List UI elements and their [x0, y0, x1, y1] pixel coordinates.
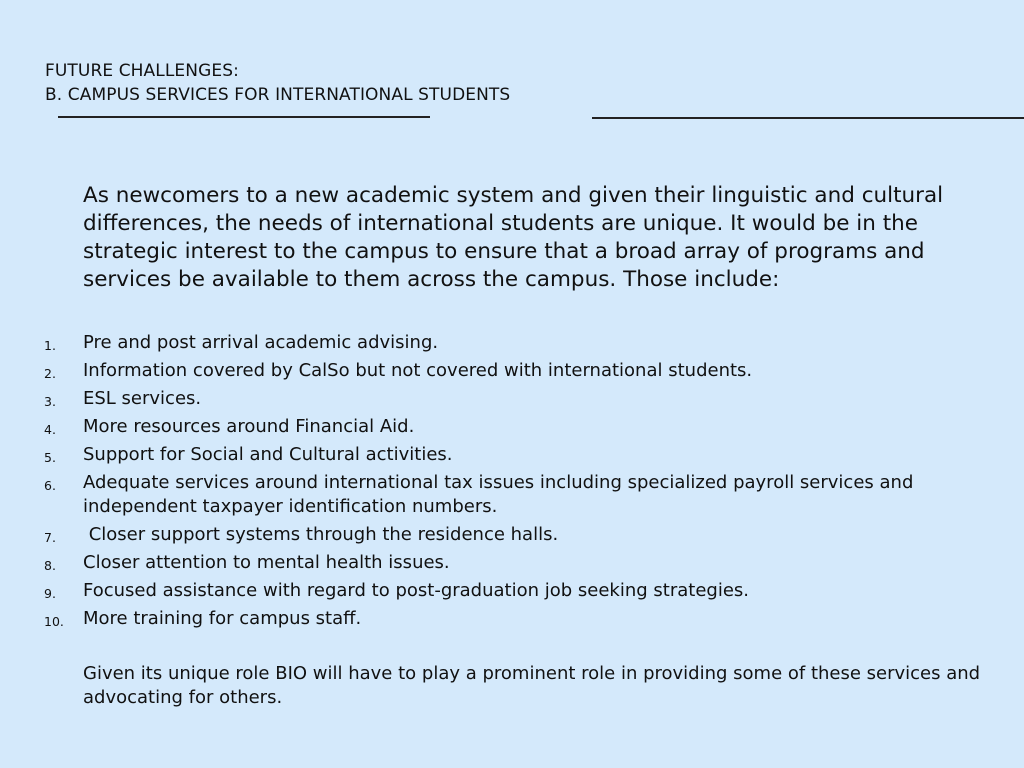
- list-item-text: More resources around Financial Aid.: [83, 416, 415, 437]
- list-item-text: Information covered by CalSo but not covered with international students.: [83, 360, 753, 381]
- list-item-text: Focused assistance with regard to post-graduation job seeking strategies.: [83, 580, 750, 601]
- list-item: [0, 387, 953, 411]
- list-item-number: 10.: [44, 614, 64, 629]
- list-item-number: 7.: [44, 530, 56, 545]
- list-item-text: Closer support systems through the residence halls.: [83, 524, 559, 545]
- slide-title: [45, 59, 510, 107]
- title-divider-left: [58, 116, 430, 118]
- list-item: [0, 579, 953, 603]
- list-item-number: 8.: [44, 558, 56, 573]
- list-item-number: 3.: [44, 394, 56, 409]
- list-item: [0, 415, 953, 439]
- list-item-text: Adequate services around international tax issues including specialized payroll services and independent taxpayer identification numbers.: [83, 472, 914, 517]
- list-item: [0, 551, 953, 575]
- list-item-number: 6.: [44, 478, 56, 493]
- list-item-number: 9.: [44, 586, 56, 601]
- list-item-number: 1.: [44, 338, 56, 353]
- closing-paragraph: Given its unique role BIO will have to play a prominent role in providing some of these services and advocating for others.: [83, 663, 981, 708]
- list-item-text: Support for Social and Cultural activities.: [83, 444, 453, 465]
- list-item-text: Closer attention to mental health issues.: [83, 552, 450, 573]
- services-list: [0, 331, 1024, 635]
- title-divider-right: [592, 117, 1024, 119]
- list-item: [0, 523, 953, 547]
- list-item: [0, 607, 953, 631]
- list-item: [0, 443, 953, 467]
- list-item-number: 5.: [44, 450, 56, 465]
- list-item-number: 4.: [44, 422, 56, 437]
- list-item-text: ESL services.: [83, 388, 202, 409]
- title-line-1: FUTURE CHALLENGES:: [45, 61, 239, 81]
- list-item-text: Pre and post arrival academic advising.: [83, 332, 439, 353]
- list-item: [0, 359, 953, 383]
- intro-paragraph: As newcomers to a new academic system and given their linguistic and cultural differences, the needs of international students are unique. It would be in the strategic interest to the campus to ensure that a broad array of programs and services be available to them across the campus. Those include:: [83, 183, 944, 292]
- list-item: [0, 471, 953, 519]
- list-item: [0, 331, 953, 355]
- title-line-2: B. CAMPUS SERVICES FOR INTERNATIONAL STUDENTS: [45, 85, 511, 105]
- list-item-text: More training for campus staff.: [83, 608, 362, 629]
- list-item-number: 2.: [44, 366, 56, 381]
